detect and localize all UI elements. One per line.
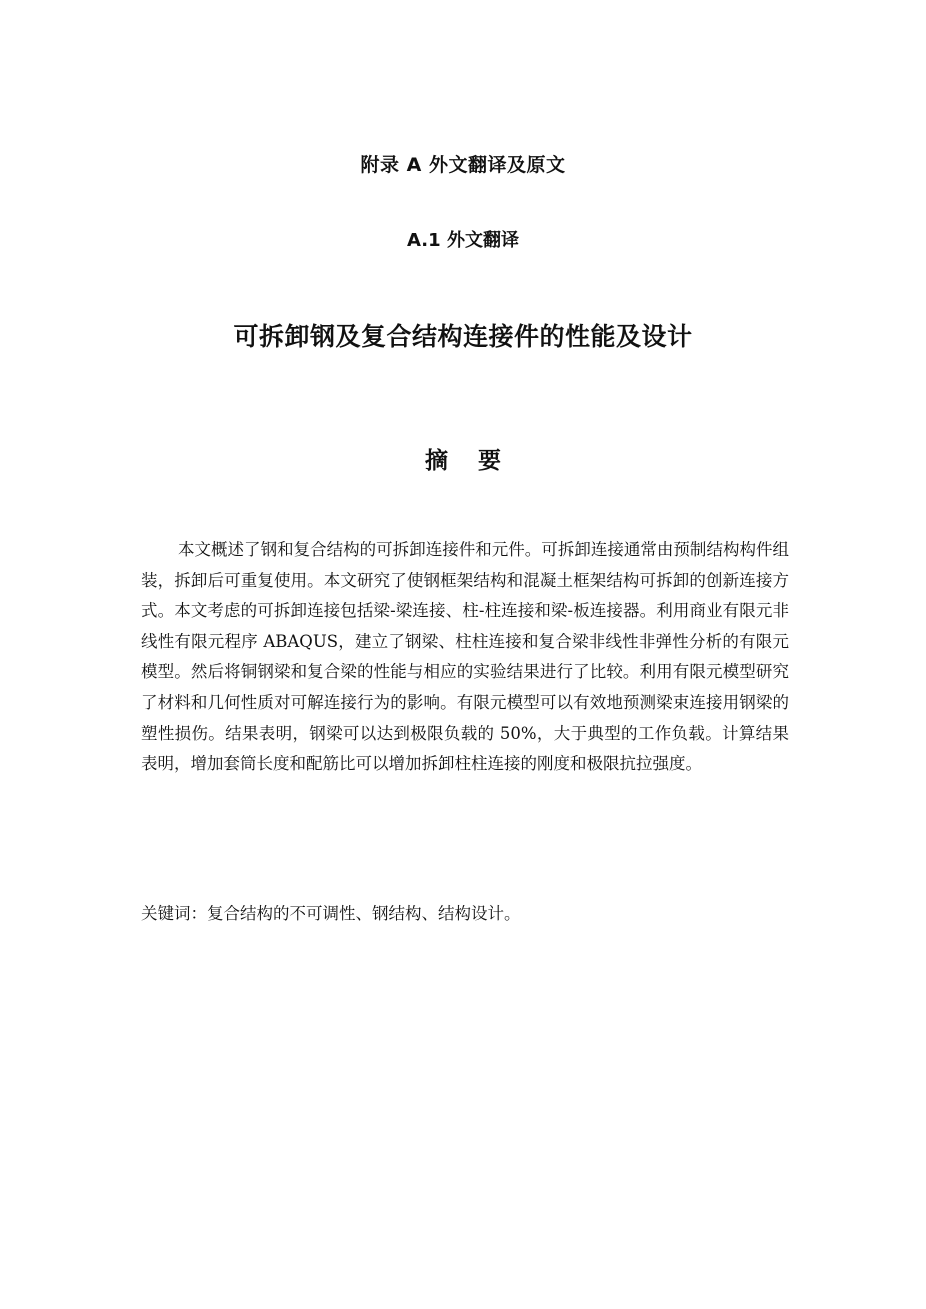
appendix-title: 附录 A 外文翻译及原文	[360, 154, 566, 176]
abstract-body: 本文概述了钢和复合结构的可拆卸连接件和元件。可拆卸连接通常由预制结构构件组装，拆卸后可重复使用。本文研究了使钢框架结构和混凝土框架结构可拆卸的创新连接方式。本文考虑的可拆卸连接包括梁-梁连接、柱-柱连接和梁-板连接器。利用商业有限元非线性有限元程序 ABAQUS，建立了钢梁、柱柱连接和复合梁非线性非弹性分析的有限元模型。然后将铜钢梁和复合梁的性能与相应的实验结果进行了比较。利用有限元模型研究了材料和几何性质对可解连接行为的影响。有限元模型可以有效地预测梁束连接用钢梁的塑性损伤。结果表明，钢梁可以达到极限负载的 50%，大于典型的工作负载。计算结果表明，增加套筒长度和配筋比可以增加拆卸柱柱连接的刚度和极限抗拉强度。	[141, 540, 789, 774]
keywords-line	[141, 899, 789, 929]
abstract-heading: 摘要	[425, 448, 531, 474]
keywords-label: 关键词：	[141, 904, 207, 923]
paper-title: 可拆卸钢及复合结构连接件的性能及设计	[233, 322, 693, 351]
keywords-text: 复合结构的不可调性、钢结构、结构设计。	[207, 904, 521, 923]
section-title: A.1 外文翻译	[407, 230, 519, 251]
